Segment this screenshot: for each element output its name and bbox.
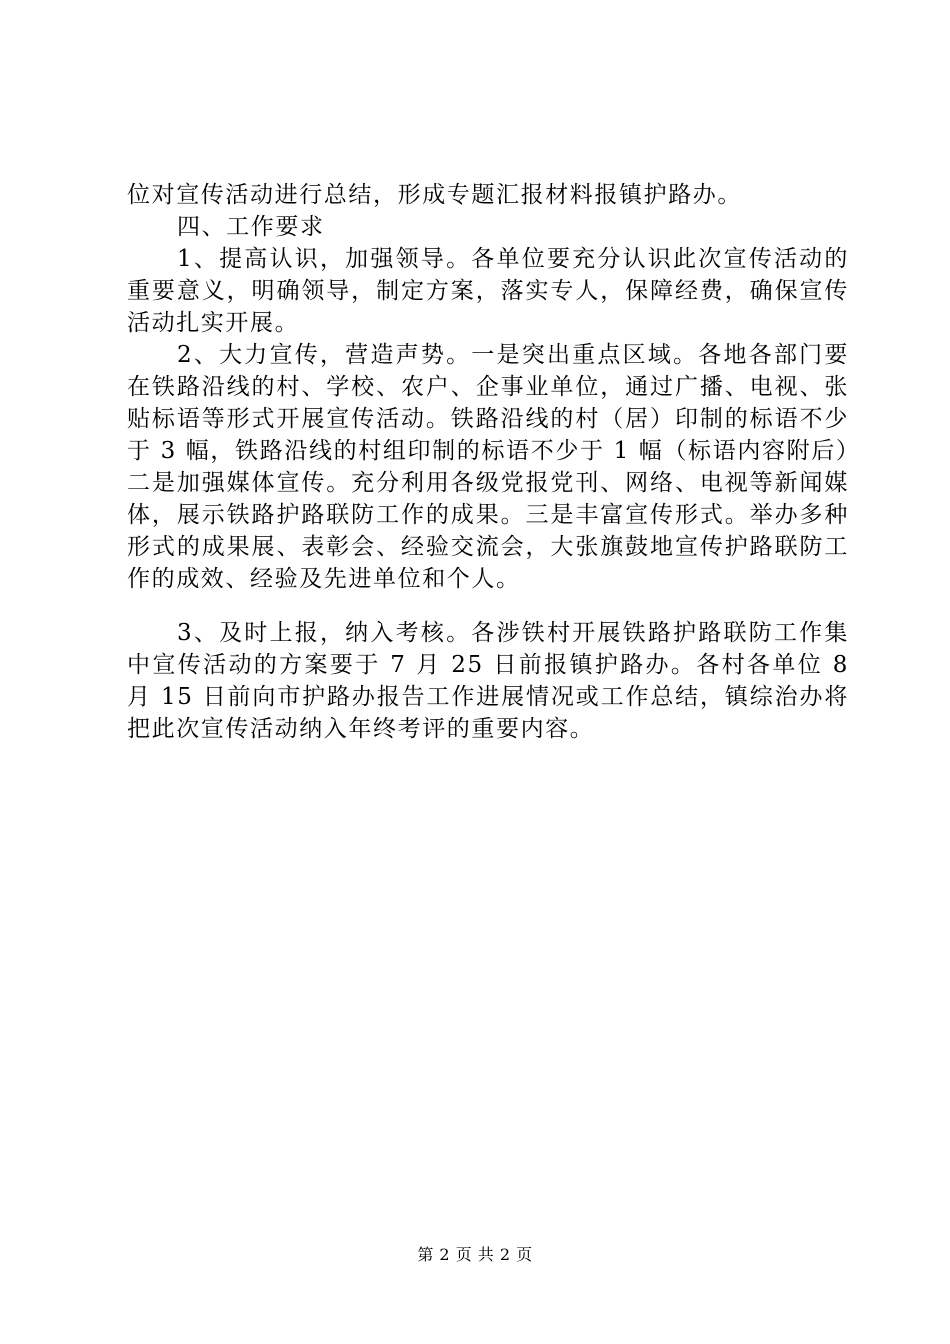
document-body <box>127 179 849 745</box>
paragraph-requirement-1: 1、提高认识，加强领导。各单位要充分认识此次宣传活动的重要意义，明确领导，制定方案，落实专人，保障经费，确保宣传活动扎实开展。 <box>127 246 849 336</box>
page-number-footer: 第 2 页 共 2 页 <box>417 1245 533 1264</box>
paragraph-requirement-2: 2、大力宣传，营造声势。一是突出重点区域。各地各部门要在铁路沿线的村、学校、农户、企事业单位，通过广播、电视、张贴标语等形式开展宣传活动。铁路沿线的村（居）印制的标语不少于 3 幅，铁路沿线的村组印制的标语不少于 1 幅（标语内容附后）二是加强媒体宣传。充分利用各级党报党刊、网络、电视等新闻媒体，展示铁路护路联防工作的成果。三是丰富宣传形式。举办多种形式的成果展、表彰会、经验交流会，大张旗鼓地宣传护路联防工作的成效、经验及先进单位和个人。 <box>127 342 849 592</box>
section-heading-work-requirements: 四、工作要求 <box>177 214 325 240</box>
paragraph-requirement-3: 3、及时上报，纳入考核。各涉铁村开展铁路护路联防工作集中宣传活动的方案要于 7 月 25 日前报镇护路办。各村各单位 8 月 15 日前向市护路办报告工作进展情况或工作总结，镇综治办将把此次宣传活动纳入年终考评的重要内容。 <box>127 620 849 742</box>
paragraph-summary-continuation: 位对宣传活动进行总结，形成专题汇报材料报镇护路办。 <box>127 182 742 208</box>
